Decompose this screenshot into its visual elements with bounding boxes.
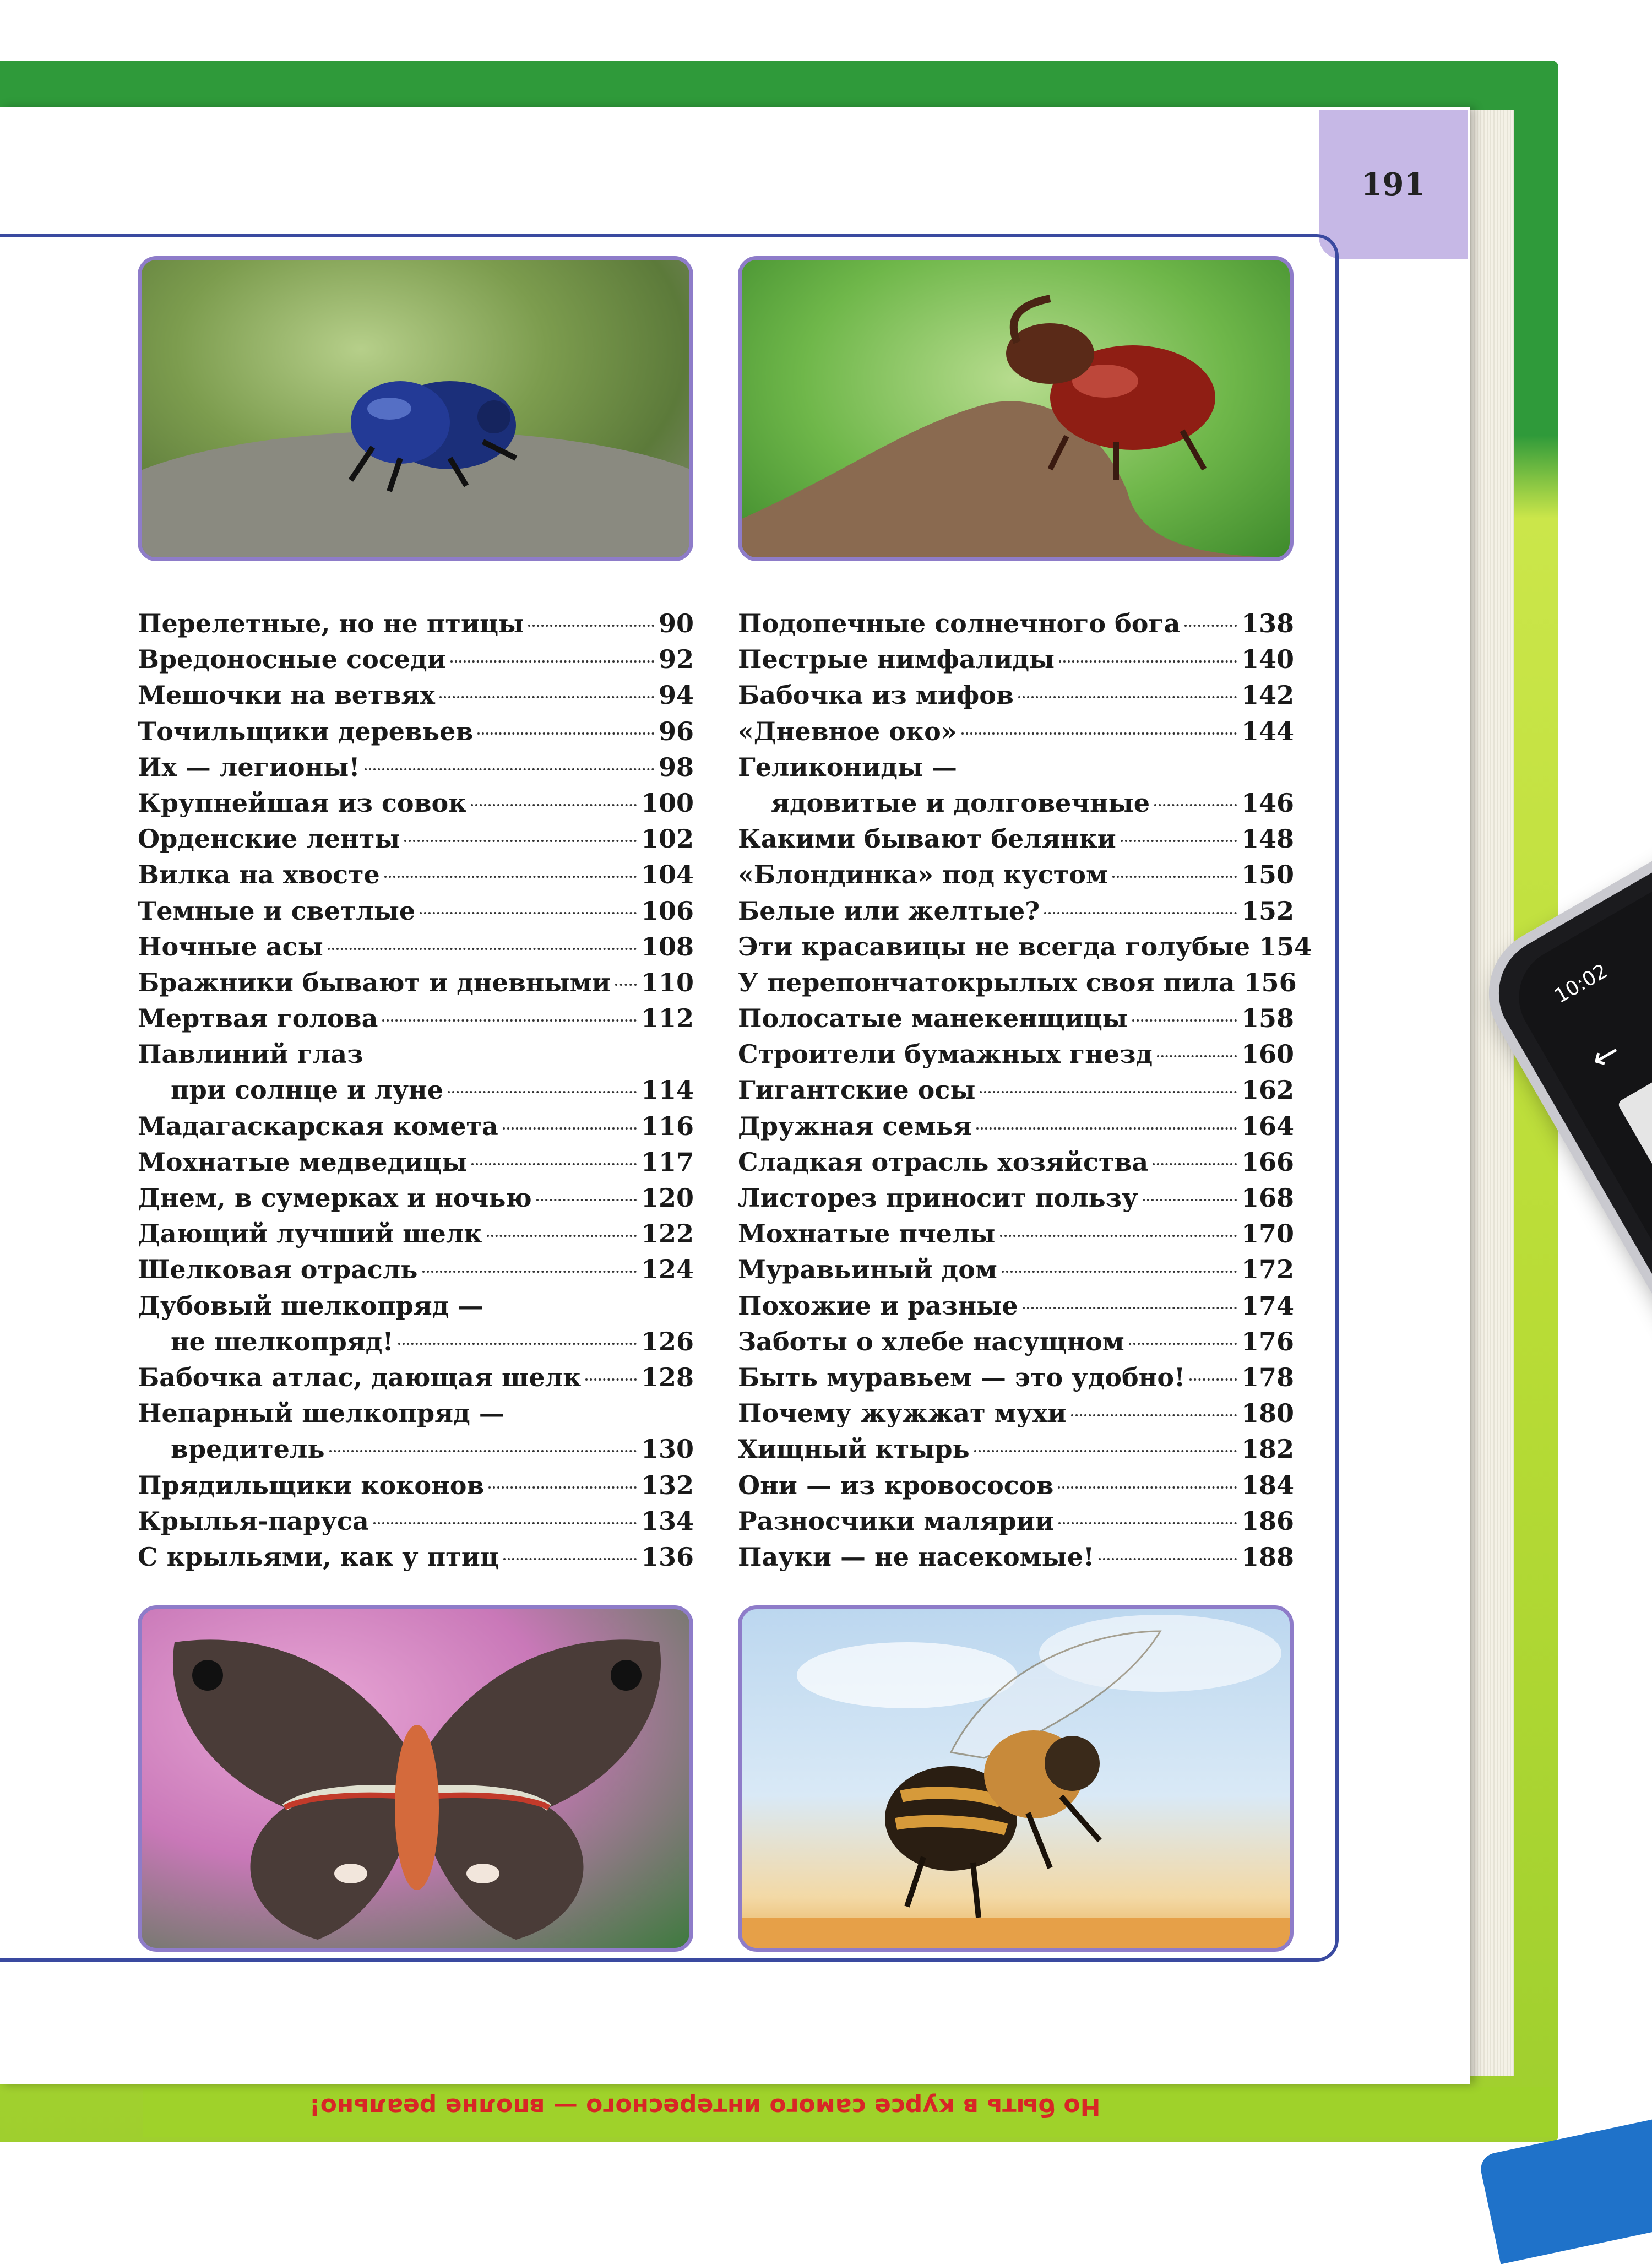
toc-entry[interactable]: Их — легионы! 98 [138, 752, 694, 782]
toc-entry[interactable]: Вредоносные соседи 92 [138, 644, 694, 675]
toc-entry[interactable]: Какими бывают белянки 148 [738, 824, 1294, 854]
toc-entry[interactable]: Похожие и разные 174 [738, 1290, 1294, 1321]
toc-left-column [138, 606, 694, 1575]
toc-entry[interactable]: Бабочка атлас, дающая шелк 128 [138, 1362, 694, 1392]
toc-entry[interactable]: Разносчики малярии 186 [738, 1506, 1294, 1536]
toc-entry[interactable]: Белые или желтые? 152 [738, 895, 1294, 926]
toc-entry[interactable]: Мохнатые пчелы 170 [738, 1219, 1294, 1249]
bee-photo [738, 1605, 1294, 1952]
silk-moth-photo [138, 1605, 693, 1952]
toc-entry[interactable]: Геликониды — [738, 752, 958, 782]
app-tile[interactable] [1617, 1061, 1652, 1183]
toc-entry[interactable]: Сладкая отрасль хозяйства 166 [738, 1147, 1294, 1177]
toc-entry[interactable]: Дубовый шелкопряд — [138, 1290, 483, 1321]
toc-entry[interactable]: Муравьиный дом 172 [738, 1255, 1294, 1285]
toc-entry[interactable]: Гигантские осы 162 [738, 1075, 1294, 1105]
page-number-tab [1319, 110, 1468, 259]
toc-entry-continuation[interactable]: при солнце и луне 114 [171, 1075, 694, 1105]
toc-entry[interactable]: Заботы о хлебе насущном 176 [738, 1326, 1294, 1356]
toc-entry-continuation[interactable]: ядовитые и долговечные 146 [771, 788, 1294, 818]
toc-entry[interactable]: Они — из кровососов 184 [738, 1470, 1294, 1500]
toc-entry[interactable]: Хищный ктырь 182 [738, 1434, 1294, 1464]
toc-entry[interactable]: Пауки — не насекомые! 188 [738, 1541, 1294, 1572]
page-edges [1465, 110, 1514, 2076]
toc-entry[interactable]: Бабочка из мифов 142 [738, 680, 1294, 710]
toc-entry[interactable]: Дружная семья 164 [738, 1111, 1294, 1141]
toc-entry[interactable]: С крыльями, как у птиц 136 [138, 1541, 694, 1572]
toc-entry[interactable]: Эти красавицы не всегда голубые 154 [738, 931, 1312, 962]
toc-entry[interactable]: Дающий лучший шелк 122 [138, 1219, 694, 1249]
phone-clock: 10:02 [1551, 959, 1612, 1008]
toc-entry-continuation[interactable]: не шелкопряд! 126 [171, 1326, 694, 1356]
dung-beetle-photo [138, 256, 693, 561]
toc-entry[interactable]: Мешочки на ветвях 94 [138, 680, 694, 710]
toc-entry[interactable]: Темные и светлые 106 [138, 895, 694, 926]
toc-entry[interactable]: Вилка на хвосте 104 [138, 860, 694, 890]
toc-entry[interactable]: Строители бумажных гнезд 160 [738, 1039, 1294, 1069]
toc-entry[interactable]: Подопечные солнечного бога 138 [738, 609, 1294, 638]
toc-entry[interactable]: Днем, в сумерках и ночью 120 [138, 1183, 694, 1213]
toc-entry[interactable]: «Блондинка» под кустом 150 [738, 860, 1294, 890]
toc-entry[interactable]: Ночные асы 108 [138, 931, 694, 962]
toc-entry[interactable]: Павлиний глаз [138, 1039, 363, 1069]
toc-entry[interactable]: Прядильщики коконов 132 [138, 1470, 694, 1500]
toc-entry[interactable]: Быть муравьем — это удобно! 178 [738, 1362, 1294, 1392]
toc-entry[interactable]: Шелковая отрасль 124 [138, 1255, 694, 1285]
toc-entry[interactable]: Орденские ленты 102 [138, 824, 694, 854]
toc-entry[interactable]: Крупнейшая из совок 100 [138, 788, 694, 818]
toc-entry[interactable]: «Дневное око» 144 [738, 716, 1294, 746]
toc-entry[interactable]: Пестрые нимфалиды 140 [738, 644, 1294, 675]
toc-entry[interactable]: Крылья-паруса 134 [138, 1506, 694, 1536]
toc-entry-continuation[interactable]: вредитель 130 [171, 1434, 694, 1464]
toc-entry[interactable]: Листорез приносит пользу 168 [738, 1183, 1294, 1213]
toc-entry[interactable]: Мертвая голова 112 [138, 1003, 694, 1034]
rhinoceros-beetle-photo [738, 256, 1294, 561]
toc-entry[interactable]: Точильщики деревьев 96 [138, 716, 694, 746]
toc-entry[interactable]: Почему жужжат мухи 180 [738, 1398, 1294, 1429]
toc-entry[interactable]: У перепончатокрылых своя пила 156 [738, 967, 1297, 997]
arrow-left-icon[interactable]: ← [1584, 1031, 1627, 1079]
toc-entry[interactable]: Мохнатые медведицы 117 [138, 1147, 694, 1177]
toc-entry[interactable]: Непарный шелкопряд — [138, 1398, 504, 1429]
toc-right-column [738, 606, 1312, 1575]
page-number: 191 [1361, 166, 1426, 203]
cover-bottom-text: Но быть в курсе самого интересного — вполне реально! [309, 2093, 1101, 2121]
toc-entry[interactable]: Перелетные, но не птицы 90 [138, 609, 694, 638]
toc-entry[interactable]: Полосатые манекенщицы 158 [738, 1003, 1294, 1034]
toc-entry[interactable]: Мадагаскарская комета 116 [138, 1111, 694, 1141]
toc-entry[interactable]: Бражники бывают и дневными 110 [138, 967, 694, 997]
